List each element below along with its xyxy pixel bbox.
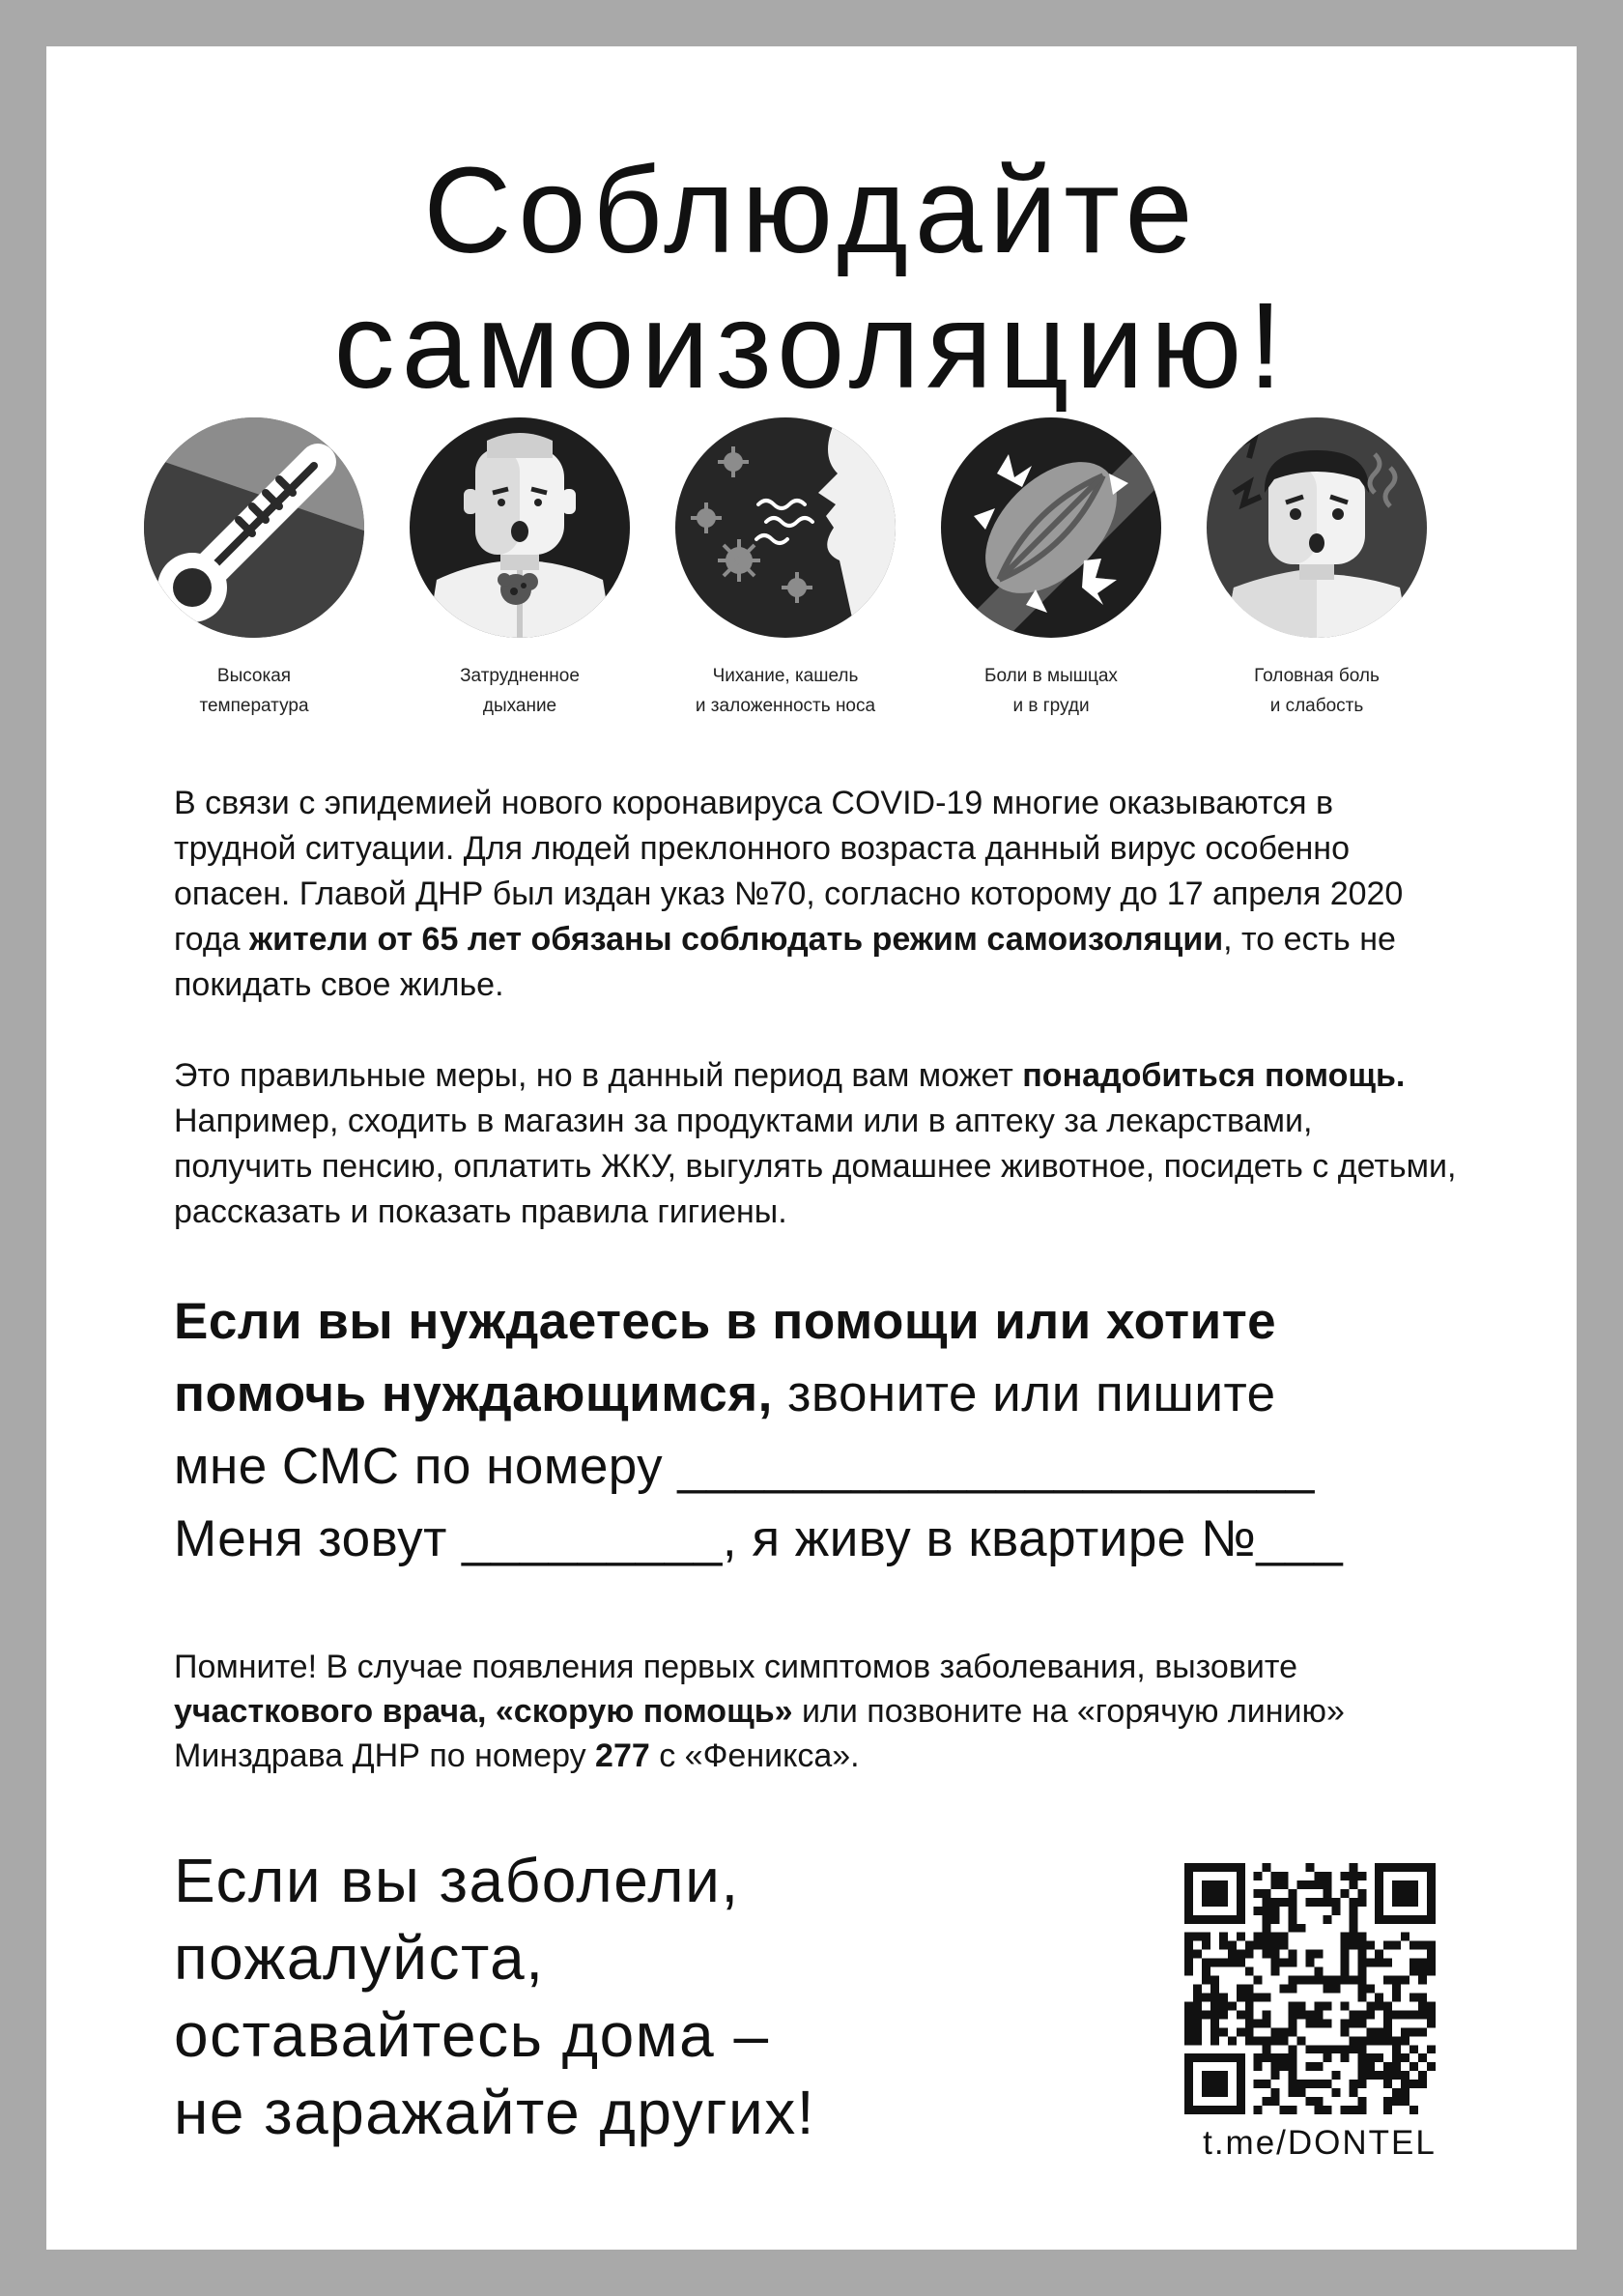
symptom-sneezing — [655, 416, 916, 721]
symptom-headache — [1186, 416, 1447, 721]
symptom-label-sneezing: Чихание, кашель и заложенность носа — [695, 666, 876, 716]
intro-paragraph: В связи с эпидемией нового коронавируса COVID-19 многие оказываются в трудной ситуации. Для людей преклонного возраста данный вирус особенно опасен. Главой ДНР был издан указ №70, согласно которому до 17 апреля 2020 года жители от 65 лет обязаны соблюдать режим самоизоляции, то есть не покидать свое жилье. — [174, 785, 1404, 1003]
muscle-pain-icon — [939, 416, 1163, 640]
symptom-label-fever: Высокая температура — [199, 666, 309, 716]
qr-code — [1184, 1863, 1455, 2119]
symptom-label-muscle-pain: Боли в мышцах и в груди — [984, 666, 1118, 716]
title-line-1: Соблюдайте — [423, 142, 1200, 278]
intro-emphasis: жители от 65 лет обязаны соблюдать режим самоизоляции — [249, 921, 1224, 958]
symptom-muscle-pain — [921, 416, 1182, 721]
page-title — [46, 143, 1577, 414]
qr-caption: t.me/DONTEL — [1203, 2124, 1437, 2162]
contact-line-1: Если вы нуждаетесь в помощи или хотите — [174, 1293, 1277, 1350]
help-paragraph: Это правильные меры, но в данный период вам может понадобиться помощь. Например, сходить в магазин за продуктами или в аптеку за лекарствами, получить пенсию, оплатить ЖКУ, выгулять домашнее животное, посидеть с детьми, рассказать и показать правила гигиены. — [174, 1057, 1457, 1230]
sneezing-icon — [673, 416, 897, 640]
symptom-label-headache: Головная боль и слабость — [1254, 666, 1380, 716]
poster-sheet — [46, 46, 1577, 2250]
stay-home-message: Если вы заболели, пожалуйста, оставайтесь дома – не заражайте других! — [174, 1846, 816, 2147]
qr-code-icon — [1184, 1863, 1436, 2114]
help-emphasis: понадобиться помощь. — [1022, 1057, 1406, 1094]
contact-phone-line: мне СМС по номеру ______________________ — [174, 1438, 1315, 1495]
breathing-icon — [408, 416, 632, 640]
thermometer-icon — [142, 416, 366, 640]
hotline-number: 277 — [595, 1737, 650, 1774]
symptoms-row — [143, 416, 1505, 725]
contact-name-line: Меня зовут _________, я живу в квартире №___ — [174, 1510, 1344, 1567]
contact-block — [174, 1285, 1488, 1575]
title-line-2: самоизоляцию! — [333, 277, 1290, 414]
symptom-fever — [124, 416, 384, 721]
symptom-breathing — [389, 416, 650, 721]
headache-icon — [1205, 416, 1429, 640]
reminder-paragraph: Помните! В случае появления первых симптомов заболевания, вызовите участкового врача, «скорую помощь» или позвоните на «горячую линию» Минздрава ДНР по номеру 277 с «Феникса». — [174, 1649, 1345, 1774]
contact-line-2: помочь нуждающимся, звоните или пишите — [174, 1365, 1276, 1422]
symptom-label-breathing: Затрудненное дыхание — [460, 666, 580, 716]
